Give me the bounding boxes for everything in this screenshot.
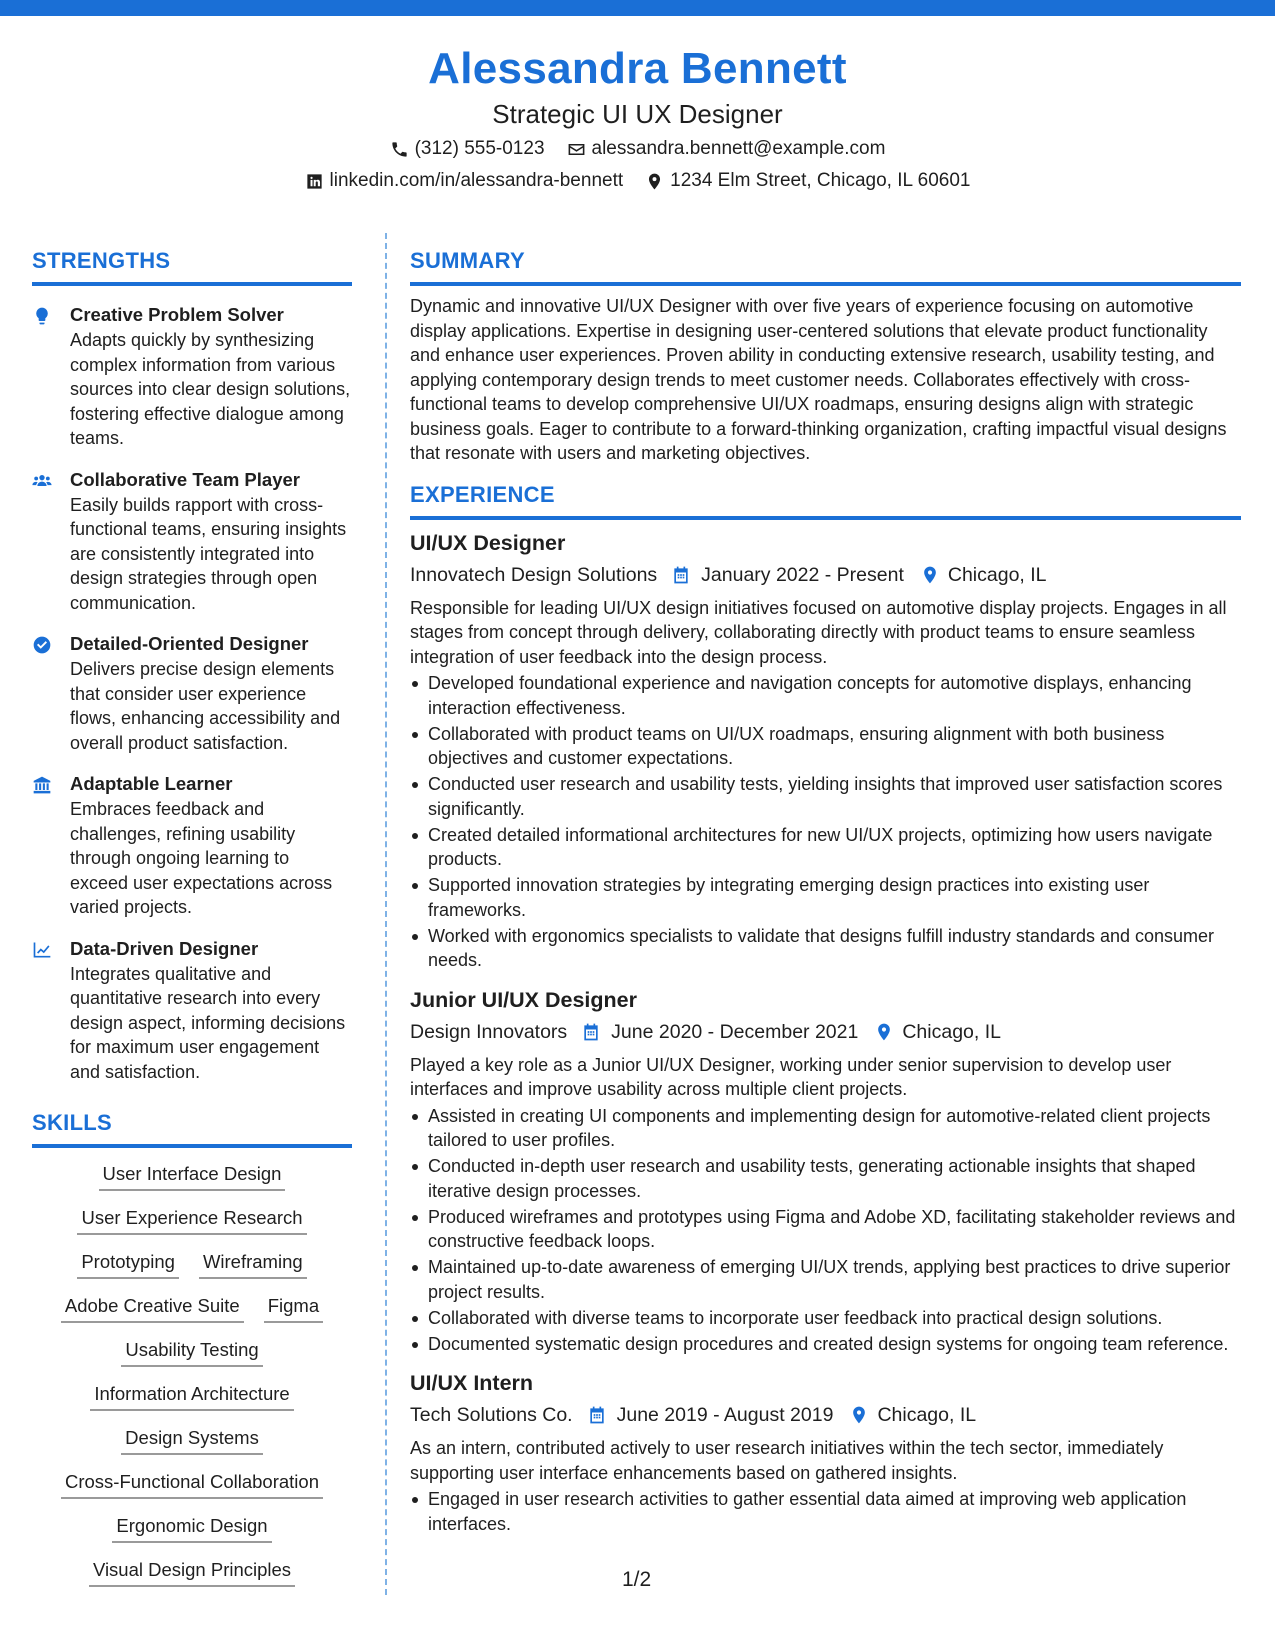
strengths-heading: STRENGTHS (32, 246, 352, 286)
job-bullet: Conducted user research and usability tests, yielding insights that improved user satisfaction scores significantly. (410, 772, 1241, 821)
skill-tag: Information Architecture (90, 1380, 293, 1411)
job-bullet: Collaborated with diverse teams to incorporate user feedback into practical design solutions. (410, 1306, 1241, 1331)
map-pin-icon (645, 172, 664, 191)
job-company: Innovatech Design Solutions (410, 563, 658, 586)
strength-desc: Adapts quickly by synthesizing complex information from various sources into clear design solutions, fostering effective dialogue among teams. (70, 330, 351, 448)
job-bullet: Produced wireframes and prototypes using Figma and Adobe XD, facilitating stakeholder reviews and constructive feedback loops. (410, 1205, 1241, 1254)
candidate-role: Strategic UI UX Designer (492, 99, 783, 129)
job-description: Played a key role as a Junior UI/UX Designer, working under senior supervision to develop user interfaces and improve usability across multiple client projects. (410, 1054, 1172, 1099)
email-contact[interactable] (567, 134, 886, 164)
strength-item (32, 302, 352, 451)
candidate-name: Alessandra Bennett (428, 44, 847, 93)
job-meta (410, 1400, 1241, 1430)
column-divider (385, 233, 387, 1595)
job-title: UI/UX Intern (410, 1371, 534, 1395)
job-description: Responsible for leading UI/UX design initiatives focused on automotive display projects. Engages in all stages from concept through delivery, collaborating directly with product teams to ensure seamless integration of user feedback into the design process. (410, 597, 1227, 667)
skill-tag: Figma (264, 1292, 323, 1323)
strength-title: Adaptable Learner (70, 773, 233, 794)
skills-heading: SKILLS (32, 1108, 352, 1148)
email-text: alessandra.bennett@example.com (591, 138, 886, 159)
chart-line-icon (32, 940, 52, 960)
skill-tag: Adobe Creative Suite (61, 1292, 244, 1323)
job-title: Junior UI/UX Designer (410, 987, 637, 1012)
address-text: 1234 Elm Street, Chicago, IL 60601 (670, 170, 971, 191)
lightbulb-icon (32, 306, 52, 326)
contact-row-2 (0, 166, 1275, 196)
summary-text: Dynamic and innovative UI/UX Designer with over five years of experience focusing on automotive display applications. Expertise in designing user-centered solutions that elevate product functionality and enhance user experiences. Proven ability in conducting extensive research, usability testing, and applying contemporary design trends to meet customer needs. Collaborates effectively with cross-functional teams to develop comprehensive UI/UX roadmaps, ensuring designs align with strategic business goals. Eager to contribute to a forward-thinking organization, crafting impactful visual designs that resonate with users and marketing objectives. (410, 296, 1227, 463)
linkedin-text: linkedin.com/in/alessandra-bennett (329, 170, 624, 191)
map-pin-icon (920, 565, 940, 585)
job-bullet: Conducted in-depth user research and usability tests, generating actionable insights that shaped iterative design processes. (410, 1154, 1241, 1203)
resume-header (0, 40, 1275, 196)
top-accent-bar (0, 0, 1275, 16)
calendar-icon (671, 565, 691, 585)
strength-item (32, 936, 352, 1085)
job-bullets (410, 1104, 1241, 1357)
linkedin-contact[interactable] (305, 166, 624, 196)
map-pin-icon (849, 1405, 869, 1425)
strength-title: Data-Driven Designer (70, 937, 259, 959)
strength-title: Creative Problem Solver (70, 304, 284, 325)
address-contact (645, 166, 970, 196)
map-pin-icon (874, 1022, 894, 1042)
job-entry (410, 985, 1241, 1357)
envelope-icon (567, 140, 586, 159)
job-location: Chicago, IL (877, 1404, 977, 1426)
experience-heading: EXPERIENCE (410, 480, 1241, 520)
left-column (32, 246, 352, 1600)
job-dates: June 2020 - December 2021 (611, 1020, 859, 1043)
linkedin-icon (305, 172, 324, 191)
strength-desc: Delivers precise design elements that consider user experience flows, enhancing accessibility and overall product satisfaction. (70, 659, 341, 753)
skill-tag: Wireframing (199, 1248, 307, 1279)
job-bullet: Engaged in user research activities to gather essential data aimed at improving web application interfaces. (410, 1487, 1241, 1536)
strength-desc: Integrates qualitative and quantitative research into every design aspect, informing decisions for maximum user engagement and satisfaction. (70, 963, 346, 1082)
skill-tag: Usability Testing (121, 1336, 262, 1367)
job-bullets (410, 1487, 1241, 1536)
job-dates: January 2022 - Present (701, 563, 904, 586)
phone-text: (312) 555-0123 (414, 138, 545, 159)
job-bullet: Created detailed informational architectures for new UI/UX projects, optimizing how users navigate products. (410, 823, 1241, 872)
job-title: UI/UX Designer (410, 530, 566, 555)
job-bullet: Assisted in creating UI components and implementing design for automotive-related client projects tailored to user profiles. (410, 1104, 1241, 1153)
skill-tag: User Experience Research (77, 1204, 306, 1235)
skill-tag: Visual Design Principles (89, 1556, 295, 1587)
strength-desc: Embraces feedback and challenges, refining usability through ongoing learning to exceed user expectations across varied projects. (70, 799, 333, 917)
job-meta (410, 560, 1241, 590)
job-entry (410, 1368, 1241, 1536)
job-dates: June 2019 - August 2019 (616, 1404, 834, 1426)
summary-heading: SUMMARY (410, 246, 1241, 286)
strength-item (32, 467, 352, 616)
phone-contact (390, 134, 545, 164)
page-number: 1/2 (622, 1568, 652, 1591)
job-bullet: Collaborated with product teams on UI/UX roadmaps, ensuring alignment with both business objectives and customer expectations. (410, 722, 1241, 771)
strength-item (32, 771, 352, 920)
check-circle-icon (32, 635, 52, 655)
job-location: Chicago, IL (902, 1020, 1001, 1043)
institution-icon (32, 775, 52, 795)
users-icon (32, 471, 52, 491)
job-bullet: Supported innovation strategies by integrating emerging design practices into existing user frameworks. (410, 873, 1241, 922)
job-bullets (410, 671, 1241, 973)
contact-row-1 (0, 134, 1275, 164)
calendar-icon (581, 1022, 601, 1042)
skill-tag: Design Systems (121, 1424, 263, 1455)
job-company: Design Innovators (410, 1020, 568, 1043)
right-column (410, 246, 1241, 1536)
job-location: Chicago, IL (947, 563, 1047, 586)
job-meta (410, 1017, 1241, 1047)
job-entry (410, 528, 1241, 973)
strength-title: Detailed-Oriented Designer (70, 633, 309, 654)
phone-icon (390, 140, 409, 159)
skill-tag: Ergonomic Design (112, 1512, 271, 1543)
skill-tag: Cross-Functional Collaboration (61, 1468, 323, 1499)
job-bullet: Worked with ergonomics specialists to validate that designs fulfill industry standards and consumer needs. (410, 924, 1241, 973)
job-bullet: Maintained up-to-date awareness of emerging UI/UX trends, applying best practices to drive superior project results. (410, 1255, 1241, 1304)
job-description: As an intern, contributed actively to user research initiatives within the tech sector, immediately supporting user interface enhancements based on gathered insights. (410, 1438, 1164, 1483)
job-company: Tech Solutions Co. (410, 1404, 573, 1426)
skill-tag: Prototyping (77, 1248, 179, 1279)
job-bullet: Documented systematic design procedures and created design systems for ongoing team reference. (410, 1332, 1241, 1357)
strength-item (32, 631, 352, 755)
strength-title: Collaborative Team Player (70, 468, 300, 490)
skills-list (32, 1160, 352, 1587)
job-bullet: Developed foundational experience and navigation concepts for automotive displays, enhancing interaction effectiveness. (410, 671, 1241, 720)
strength-desc: Easily builds rapport with cross-functional teams, ensuring insights are consistently integrated into design strategies through open communication. (70, 494, 347, 613)
skill-tag: User Interface Design (99, 1160, 286, 1191)
calendar-icon (587, 1405, 607, 1425)
